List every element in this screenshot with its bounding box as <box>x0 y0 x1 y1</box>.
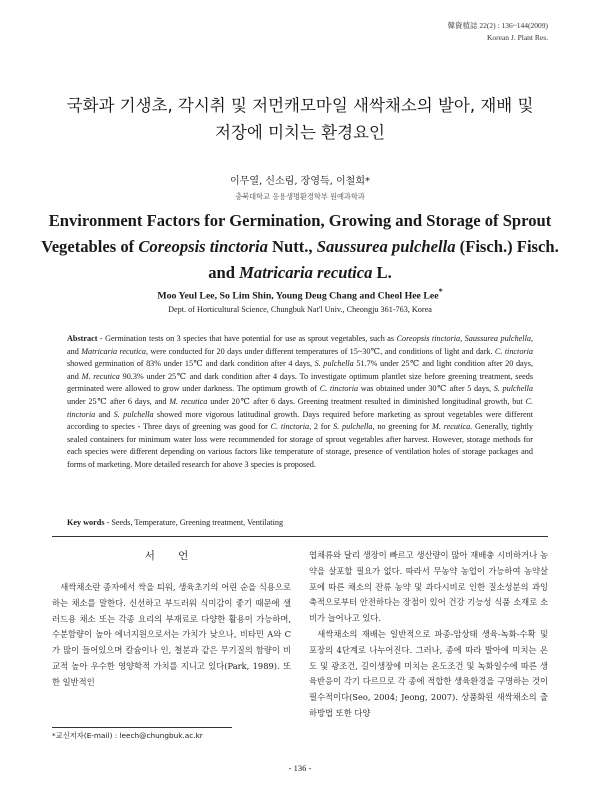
abstract-text: Generally, tightly sealed containers for minimum water loss were recommended for storage of sprout vegetables after harvest. However, storage methods for each species were different depending on various factors like temperature of storage, presence of ventilation holes of storage packages and forms of marketing. More detailed research for above 3 species is proposed. <box>67 422 533 469</box>
species-name: M. recutica <box>81 371 120 381</box>
species-name: S. pulchella <box>493 384 533 394</box>
species-name: M. recutica. <box>432 422 473 432</box>
journal-name-line: Korean J. Plant Res. <box>486 33 548 42</box>
abstract-text: , were conducted for 20 days under different temperatures of 15~30℃, and conditions of light and dark. <box>146 346 495 356</box>
abstract-text: , no greening for <box>372 422 433 432</box>
abstract-label: Abstract <box>67 334 98 343</box>
korean-title-line-1: 국화과 기생초, 각시취 및 저먼캐모마일 새싹채소의 발아, 재배 및 <box>66 96 534 115</box>
body-paragraph: 새싹채소의 재배는 일반적으로 파종-암상태 생육-녹화-수확 및 포장의 4단계로 나누어진다. 그러나, 종에 따라 발아에 미치는 온도 및 광조건, 길이생장에 미치는 온도조건 및 녹화일수에 따른 생육반응이 각기 다르므로 각 종에 적합한 생육환경을 구명하는 것이 필수적이다(Seo, 2004; Jeong, 2007). 상품화된 새싹채소의 출하방법 또한 다양 <box>309 628 548 718</box>
species-name: S. pulchella <box>113 409 154 419</box>
title-species: Saussurea pulchella <box>316 237 456 256</box>
species-name: M. recutica <box>169 396 208 406</box>
body-paragraph: 새싹채소란 종자에서 싹을 틔워, 생육초기의 어린 순을 식용으로 하는 채소를 말한다. 신선하고 부드러워 식미감이 좋기 때문에 샐러드용 채소 또는 각종 요리의 부재료로 다양한 활용이 가능하며, 수분함량이 높아 에너지원으로서는 가치가 낮으나, 비타민 A와 C가 많이 들어있으며 칼슘이나 인, 철분과 같은 무기질의 함량이 비교적 높아 우수한 영양학적 가치를 지니고 있다(Park, 1989). 또한 일반적인 <box>52 582 291 687</box>
title-text: (Fisch.) Fisch. and <box>208 237 559 282</box>
keywords-text: - Seeds, Temperature, Greening treatment, Ventilating <box>104 518 284 527</box>
abstract-text: under 25℃ after 6 days, and <box>67 396 170 406</box>
abstract-text: , and <box>67 334 533 356</box>
english-title <box>40 208 560 286</box>
keywords-label: Key words <box>67 518 105 527</box>
journal-citation <box>447 20 548 44</box>
species-name: C. tinctoria <box>270 422 310 432</box>
footnote-divider <box>52 727 232 728</box>
abstract-text: under 20℃ after 6 days. Greening treatment resulted in diminished longitudinal growth, but <box>207 396 526 406</box>
journal-volume-line: 韓資植誌 22(2) : 136~144(2009) <box>447 21 548 30</box>
keywords <box>67 517 533 529</box>
page-number: - 136 - <box>288 763 312 773</box>
species-name: C. tinctoria <box>494 346 533 356</box>
author-names: Moo Yeul Lee, So Lim Shin, Young Deug Chang and Cheol Hee Lee <box>157 290 439 302</box>
title-text: Environment Factors for Germination, Growing and Storage of Sprout Vegetables of <box>41 211 552 256</box>
abstract-text: was obtained under 30℃ after 5 days, <box>358 384 494 394</box>
korean-affiliation: 충북대학교 응용생명환경학부 원예과학과 <box>235 192 365 201</box>
body-column-right <box>309 548 548 722</box>
abstract <box>67 333 533 472</box>
section-heading-introduction: 서 언 <box>144 550 199 562</box>
english-authors <box>0 287 600 301</box>
abstract-text: 90.3% under 25℃ and dark condition after 4 days. To investigate optimum plantlet size before greening treatment, seeds germinated were allowed to grow under darkness. The optimum growth of <box>67 371 534 394</box>
species-name: Matricaria recutica <box>81 346 146 356</box>
title-text: Nutt., <box>267 237 317 256</box>
species-name: C. tinctoria <box>67 396 533 419</box>
title-species: Matricaria recutica <box>239 263 373 282</box>
species-name: C. tinctoria <box>319 384 359 394</box>
korean-authors: 이무열, 신소림, 장영득, 이철희* <box>230 176 370 187</box>
abstract-text: 51.7% under 25℃ and light condition after 20 days, and <box>67 359 533 381</box>
title-species: Coreopsis tinctoria <box>138 237 268 256</box>
abstract-text: and <box>95 409 114 419</box>
section-divider <box>52 536 548 537</box>
body-paragraph: 엽채류와 달리 생장이 빠르고 생산량이 많아 재배충 시비하거나 농약을 살포할 필요가 없다. 따라서 무농약 농업이 가능하여 농약살포에 따른 채소의 잔류 농약 및 과다시비로 인한 질소성분의 과잉축적으로부터 안전하다는 장점이 있어 건강 기능성 식품 소재로 소비가 늘어나고 있다. <box>309 550 548 624</box>
species-name: S. pulchella <box>333 422 373 432</box>
species-name: S. pulchella <box>314 359 354 369</box>
english-affiliation: Dept. of Horticultural Science, Chungbuk Nat'l Univ., Cheongju 361-763, Korea <box>168 305 432 314</box>
abstract-text: - Germination tests on 3 species that have potential for use as sprout vegetables, such as <box>97 334 397 343</box>
body-column-left <box>52 580 291 691</box>
korean-title <box>40 92 560 146</box>
abstract-text: showed germination of 83% under 15℃ and dark condition after 4 days, <box>67 359 315 369</box>
corresponding-author-footnote: *교신저자(E-mail) : leech@chungbuk.ac.kr <box>52 731 203 740</box>
korean-title-line-2: 저장에 미치는 환경요인 <box>215 123 385 142</box>
abstract-text: showed more vigorous latitudinal growth. Days required before marketing as sprout vegetables were different according to species - Three days of greening was good for <box>67 409 533 432</box>
corresponding-author-mark: * <box>438 287 443 296</box>
title-text: L. <box>372 263 392 282</box>
species-name: Coreopsis tinctoria, Saussurea pulchella <box>396 334 531 343</box>
abstract-text: , 2 for <box>309 422 334 432</box>
